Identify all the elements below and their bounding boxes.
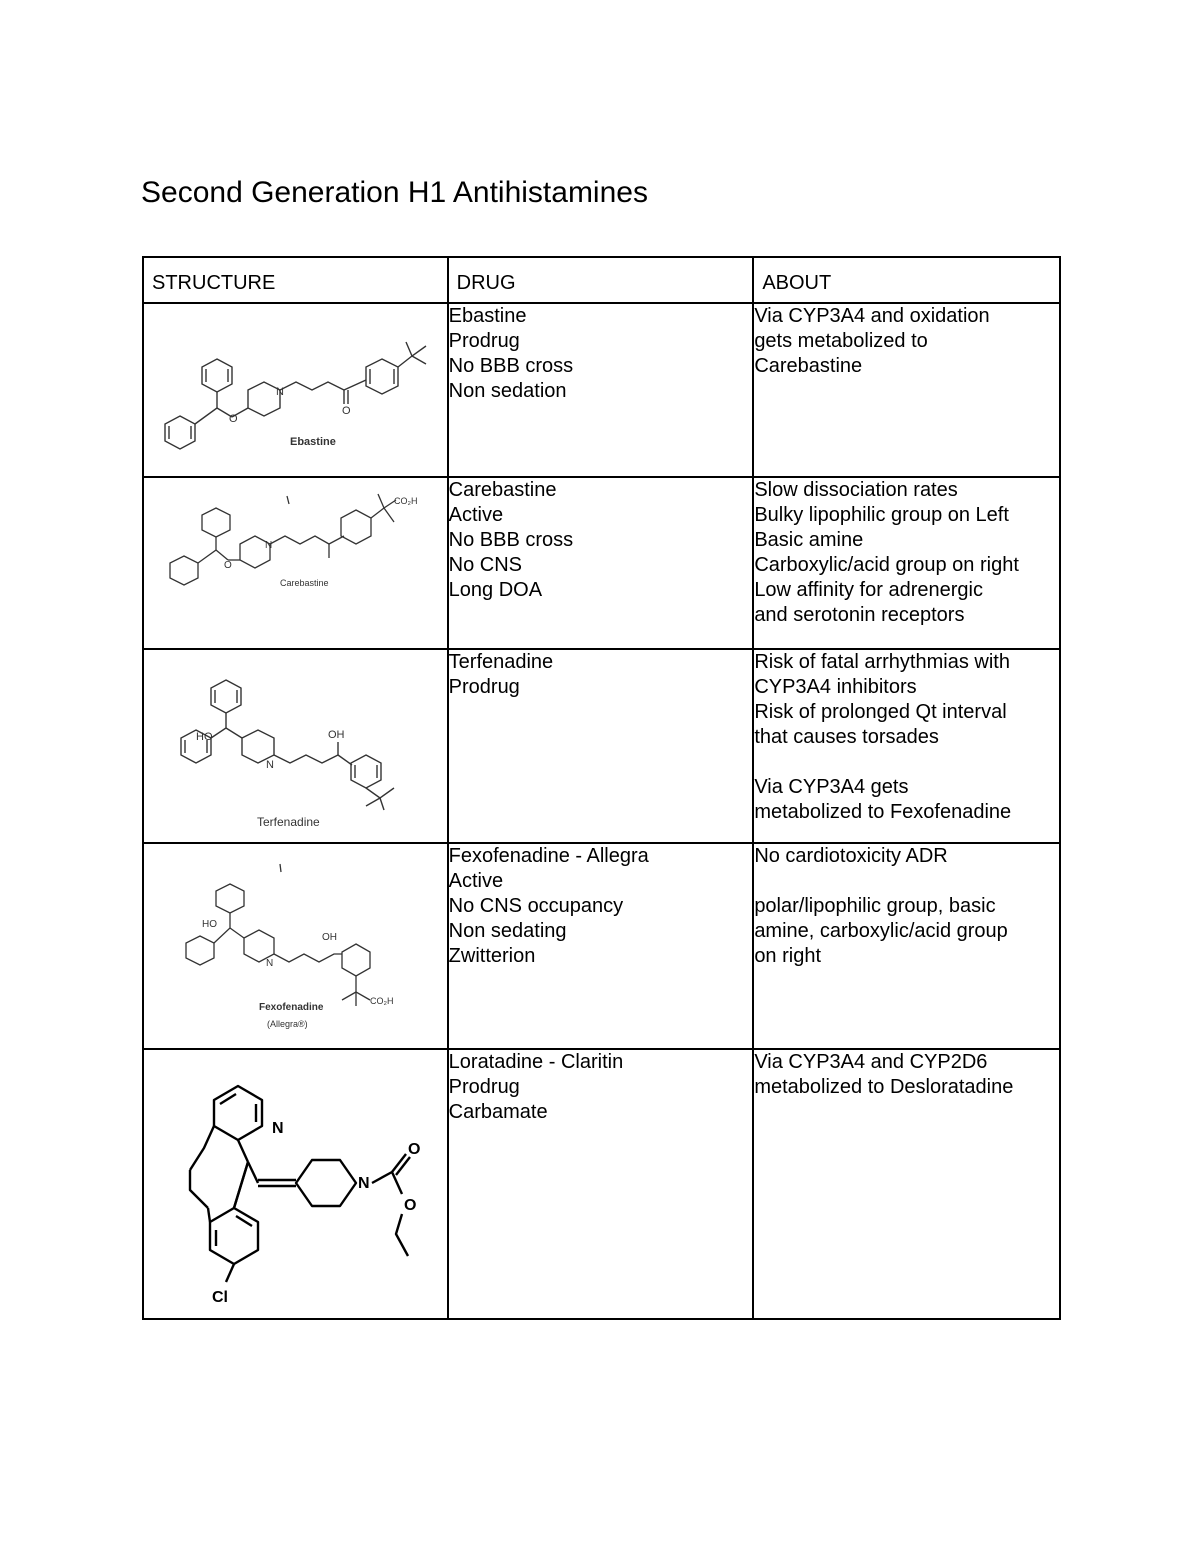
drug-line: Fexofenadine - Allegra — [448, 845, 649, 867]
structure-cell — [143, 649, 448, 843]
about-line: Via CYP3A4 and CYP2D6 — [754, 1051, 988, 1073]
drug-line: Non sedating — [448, 920, 567, 942]
drug-line: Loratadine - Claritin — [448, 1051, 624, 1073]
antihistamine-table — [142, 256, 1061, 1320]
about-line: Carebastine — [754, 355, 863, 377]
drug-line: Long DOA — [448, 579, 543, 601]
table-header-row — [143, 257, 1060, 303]
carebastine-o-label: O — [224, 560, 232, 571]
about-line: Slow dissociation rates — [754, 479, 958, 501]
loratadine-carbonyl-o-label: O — [408, 1141, 421, 1158]
header-about: ABOUT — [753, 257, 1060, 303]
loratadine-cl-label: Cl — [212, 1289, 228, 1306]
loratadine-ester-o-label: O — [404, 1197, 417, 1214]
terfenadine-ho-label: HO — [196, 731, 213, 743]
about-line: on right — [754, 945, 822, 967]
drug-line: No CNS — [448, 554, 523, 576]
about-spacer — [754, 750, 1059, 775]
about-cell — [753, 843, 1060, 1049]
carebastine-n-label: N — [265, 540, 273, 551]
fexofenadine-name-label: Fexofenadine — [259, 1002, 324, 1013]
about-line: Risk of fatal arrhythmias with — [754, 651, 1010, 673]
about-cell — [753, 649, 1060, 843]
page-title: Second Generation H1 Antihistamines — [141, 176, 648, 209]
drug-line: Zwitterion — [448, 945, 536, 967]
about-line: Via CYP3A4 gets — [754, 776, 909, 798]
structure-cell — [143, 303, 448, 477]
drug-cell — [448, 649, 754, 843]
drug-line: Prodrug — [448, 1076, 520, 1098]
about-line: polar/lipophilic group, basic — [754, 895, 996, 917]
about-cell — [753, 1049, 1060, 1319]
terfenadine-n-label: N — [266, 759, 274, 771]
drug-cell — [448, 843, 754, 1049]
terfenadine-structure-image — [144, 650, 446, 842]
ebastine-ketone-label: O — [342, 405, 351, 417]
drug-line: No BBB cross — [448, 355, 574, 377]
about-line: Risk of prolonged Qt interval — [754, 701, 1007, 723]
drug-line: Non sedation — [448, 380, 567, 402]
drug-line: Active — [448, 870, 504, 892]
drug-line: Carbamate — [448, 1101, 548, 1123]
terfenadine-oh-label: OH — [328, 729, 345, 741]
structure-cell — [143, 843, 448, 1049]
drug-line: Ebastine — [448, 305, 527, 327]
loratadine-piperidine-n-label: N — [358, 1175, 370, 1192]
carebastine-co2h-label: CO₂H — [394, 496, 418, 506]
about-cell — [753, 477, 1060, 649]
about-line: that causes torsades — [754, 726, 939, 748]
ebastine-name-label: Ebastine — [290, 436, 336, 448]
loratadine-pyridine-n-label: N — [272, 1120, 284, 1137]
table-row — [143, 303, 1060, 477]
table-row — [143, 843, 1060, 1049]
about-line: and serotonin receptors — [754, 604, 965, 626]
about-line: CYP3A4 inhibitors — [754, 676, 917, 698]
about-line: metabolized to Desloratadine — [754, 1076, 1014, 1098]
ebastine-o-label: O — [229, 413, 238, 425]
drug-line: Prodrug — [448, 330, 520, 352]
about-cell — [753, 303, 1060, 477]
ebastine-structure-image — [144, 304, 446, 476]
carebastine-structure-image — [144, 478, 446, 648]
drug-line: Active — [448, 504, 504, 526]
fexofenadine-ho-label: HO — [202, 919, 217, 930]
drug-cell — [448, 1049, 754, 1319]
loratadine-structure-image — [144, 1050, 446, 1318]
fexofenadine-oh-label: OH — [322, 932, 337, 943]
about-line: amine, carboxylic/acid group — [754, 920, 1008, 942]
about-line: Via CYP3A4 and oxidation — [754, 305, 990, 327]
drug-line: No CNS occupancy — [448, 895, 624, 917]
carebastine-name-label: Carebastine — [280, 578, 329, 588]
drug-line: Prodrug — [448, 676, 520, 698]
structure-cell — [143, 1049, 448, 1319]
fexofenadine-n-label: N — [266, 958, 274, 969]
fexofenadine-brand-label: (Allegra®) — [267, 1019, 308, 1029]
about-line: gets metabolized to — [754, 330, 928, 352]
table-row — [143, 649, 1060, 843]
drug-line: Carebastine — [448, 479, 557, 501]
about-spacer — [754, 869, 1059, 894]
about-line: Low affinity for adrenergic — [754, 579, 983, 601]
about-line: No cardiotoxicity ADR — [754, 845, 948, 867]
terfenadine-name-label: Terfenadine — [257, 815, 320, 829]
about-line: metabolized to Fexofenadine — [754, 801, 1012, 823]
about-line: Carboxylic/acid group on right — [754, 554, 1019, 576]
drug-cell — [448, 477, 754, 649]
header-drug: DRUG — [448, 257, 754, 303]
about-line: Bulky lipophilic group on Left — [754, 504, 1009, 526]
table-row — [143, 1049, 1060, 1319]
table-row — [143, 477, 1060, 649]
drug-line: Terfenadine — [448, 651, 554, 673]
ebastine-n-label: N — [276, 386, 284, 398]
structure-cell — [143, 477, 448, 649]
about-line: Basic amine — [754, 529, 864, 551]
drug-line: No BBB cross — [448, 529, 574, 551]
drug-cell — [448, 303, 754, 477]
fexofenadine-co2h-label: CO₂H — [370, 996, 394, 1006]
header-structure: STRUCTURE — [143, 257, 448, 303]
fexofenadine-structure-image — [144, 844, 446, 1048]
